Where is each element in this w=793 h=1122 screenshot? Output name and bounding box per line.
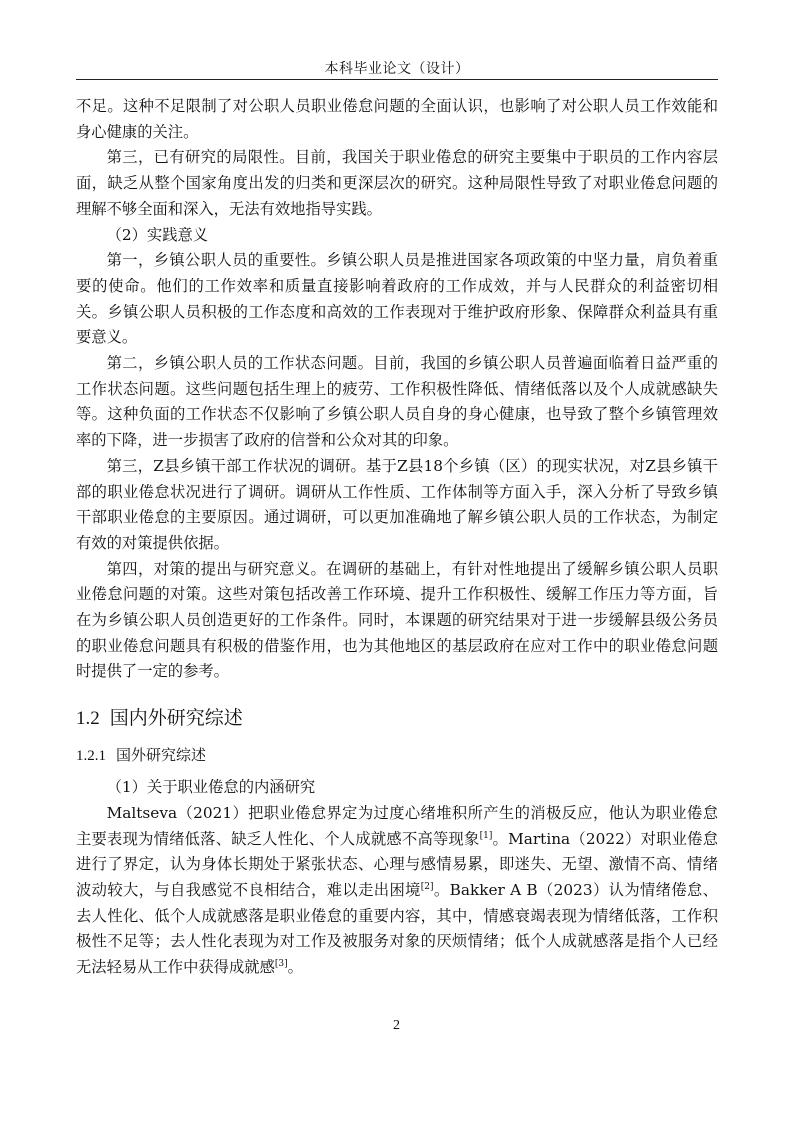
page-body [76, 94, 718, 981]
subsection-title: 国外研究综述 [116, 746, 207, 765]
running-header: 本科毕业论文（设计） [324, 61, 470, 77]
section-title: 国内外研究综述 [109, 707, 243, 730]
body-paragraph: （2）实践意义 [106, 225, 209, 244]
lit-text-4: 。 [287, 958, 303, 977]
citation-ref[interactable]: [3] [274, 959, 288, 970]
literature-paragraph [76, 801, 718, 981]
page-number: 2 [393, 1018, 400, 1033]
citation-ref[interactable]: [1] [479, 830, 493, 841]
subheading-connotation: （1）关于职业倦怠的内涵研究 [106, 778, 316, 797]
lit-text-2: 。Martina（2022）对职业倦怠进行了界定，认为身体长期处于紧张状态、心理与感情易累，即迷失、无望、激情不高、情绪波动较大，与自我感觉不良相结合，难以走出困境 [76, 829, 718, 899]
lit-text-1: Maltseva（2021）把职业倦怠界定为过度心绪堆积所产生的消极反应，他认为职业倦怠主要表现为情绪低落、缺乏人性化、个人成就感不高等现象 [76, 803, 718, 848]
lit-text-3: 。Bakker A B（2023）认为情绪倦怠、去人性化、低个人成就感落是职业倦怠的重要内容，其中，情感衰竭表现为情绪低落，工作积极性不足等；去人性化表现为对工作及被服务对象的厌烦情绪；低个人成就感落是指个人已经无法轻易从工作中获得成就感 [76, 880, 718, 977]
citation-ref[interactable]: [2] [420, 881, 434, 892]
body-paragraph: 第四，对策的提出与研究意义。在调研的基础上，有针对性地提出了缓解乡镇公职人员职业倦怠问题的对策。这些对策包括改善工作环境、提升工作积极性、缓解工作压力等方面，旨在为乡镇公职人员创造更好的工作条件。同时，本课题的研究结果对于进一步缓解县级公务员的职业倦怠问题具有积极的借鉴作用，也为其他地区的基层政府在应对工作中的职业倦怠问题时提供了一定的参考。 [76, 559, 718, 681]
section-heading [76, 703, 718, 734]
body-paragraph: 不足。这种不足限制了对公职人员职业倦怠问题的全面认识，也影响了对公职人员工作效能和身心健康的关注。 [76, 97, 718, 141]
paragraph-group [76, 94, 718, 685]
subsection-number: 1.2.1 [76, 748, 106, 765]
body-paragraph: 第一，乡镇公职人员的重要性。乡镇公职人员是推进国家各项政策的中坚力量，肩负着重要的使命。他们的工作效率和质量直接影响着政府的工作成效，并与人民群众的利益密切相关。乡镇公职人员积极的工作态度和高效的工作表现对于维护政府形象、保障群众利益具有重要意义。 [76, 251, 718, 347]
header-divider [76, 79, 718, 80]
body-paragraph: 第三，Z县乡镇干部工作状况的调研。基于Z县18个乡镇（区）的现实状况，对Z县乡镇干部的职业倦怠状况进行了调研。调研从工作性质、工作体制等方面入手，深入分析了导致乡镇干部职业倦怠的主要原因。通过调研，可以更加准确地了解乡镇公职人员的工作状态，为制定有效的对策提供依据。 [76, 456, 718, 552]
body-paragraph: 第三，已有研究的局限性。目前，我国关于职业倦怠的研究主要集中于职员的工作内容层面，缺乏从整个国家角度出发的归类和更深层次的研究。这种局限性导致了对职业倦怠问题的理解不够全面和深入，无法有效地指导实践。 [76, 148, 718, 218]
section-number: 1.2 [76, 708, 100, 730]
body-paragraph: 第二，乡镇公职人员的工作状态问题。目前，我国的乡镇公职人员普遍面临着日益严重的工作状态问题。这些问题包括生理上的疲劳、工作积极性降低、情绪低落以及个人成就感缺失等。这种负面的工作状态不仅影响了乡镇公职人员自身的身心健康，也导致了整个乡镇管理效率的下降，进一步损害了政府的信誉和公众对其的印象。 [76, 354, 718, 450]
subsection-heading [76, 742, 718, 769]
